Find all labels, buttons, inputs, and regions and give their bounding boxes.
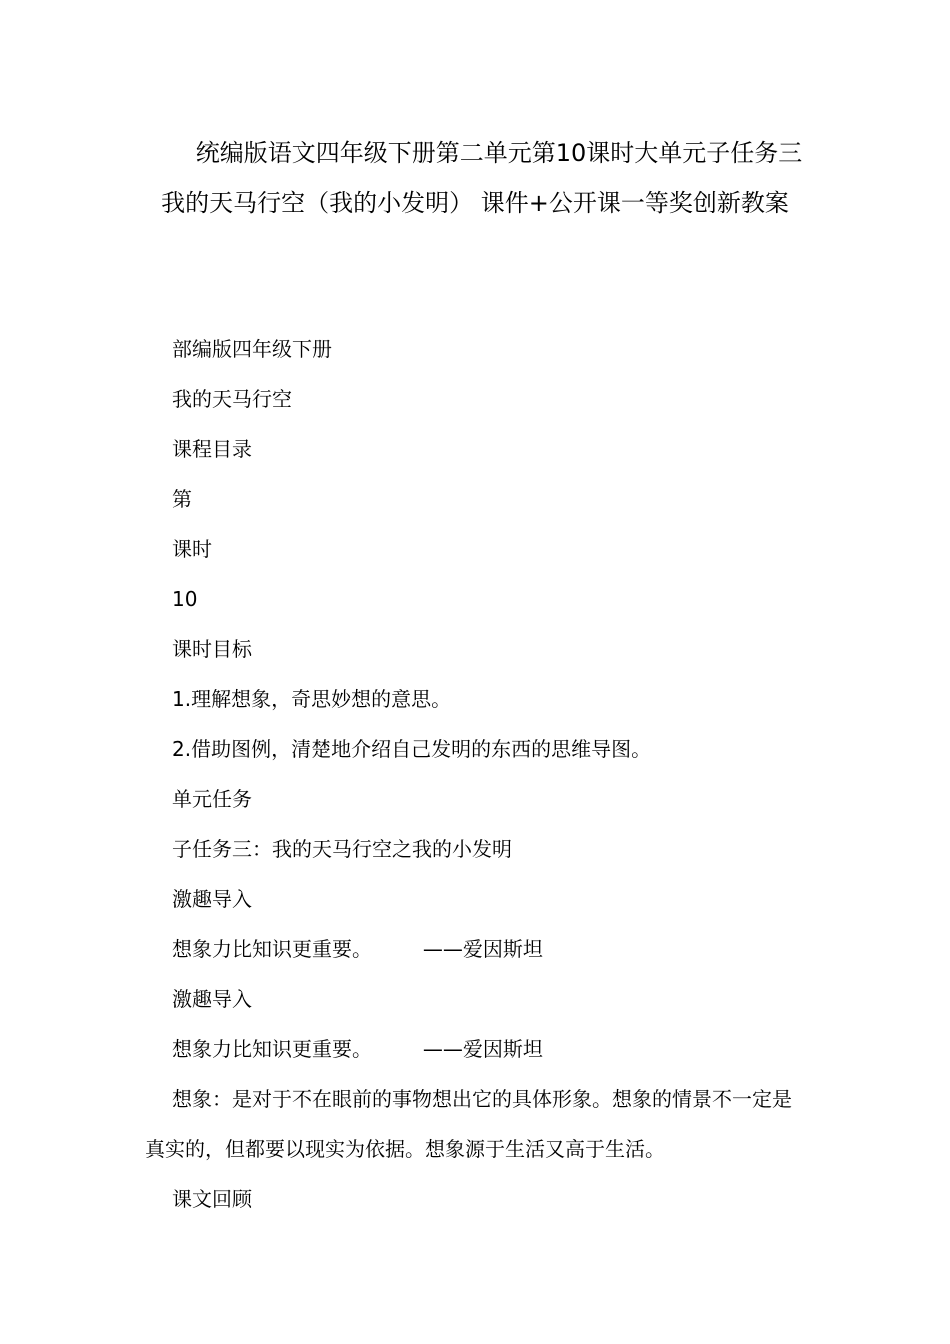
- document-body: [145, 324, 805, 1224]
- paragraph: 课时目标: [172, 637, 252, 661]
- paragraph: 想象力比知识更重要。 ——爱因斯坦: [172, 1037, 543, 1061]
- paragraph: 课程目录: [172, 437, 252, 461]
- paragraph: 激趣导入: [172, 987, 252, 1011]
- paragraph: 想象力比知识更重要。 ——爱因斯坦: [172, 937, 543, 961]
- paragraph: 子任务三：我的天马行空之我的小发明: [172, 837, 512, 861]
- paragraph: 想象：是对于不在眼前的事物想出它的具体形象。想象的情景不一定是真实的，但都要以现实为依据。想象源于生活又高于生活。: [145, 1087, 792, 1161]
- document-title: 统编版语文四年级下册第二单元第10课时大单元子任务三我的天马行空（我的小发明） 课件+公开课一等奖创新教案: [161, 139, 803, 217]
- paragraph: 课时: [172, 537, 212, 561]
- paragraph: 第: [172, 487, 192, 511]
- paragraph: 激趣导入: [172, 887, 252, 911]
- paragraph: 部编版四年级下册: [172, 337, 332, 361]
- paragraph: 课文回顾: [172, 1187, 252, 1211]
- paragraph: 10: [172, 587, 198, 611]
- paragraph: 1.理解想象，奇思妙想的意思。: [172, 687, 452, 711]
- paragraph: 2.借助图例，清楚地介绍自己发明的东西的思维导图。: [172, 737, 652, 761]
- paragraph: 我的天马行空: [172, 387, 292, 411]
- paragraph: 单元任务: [172, 787, 252, 811]
